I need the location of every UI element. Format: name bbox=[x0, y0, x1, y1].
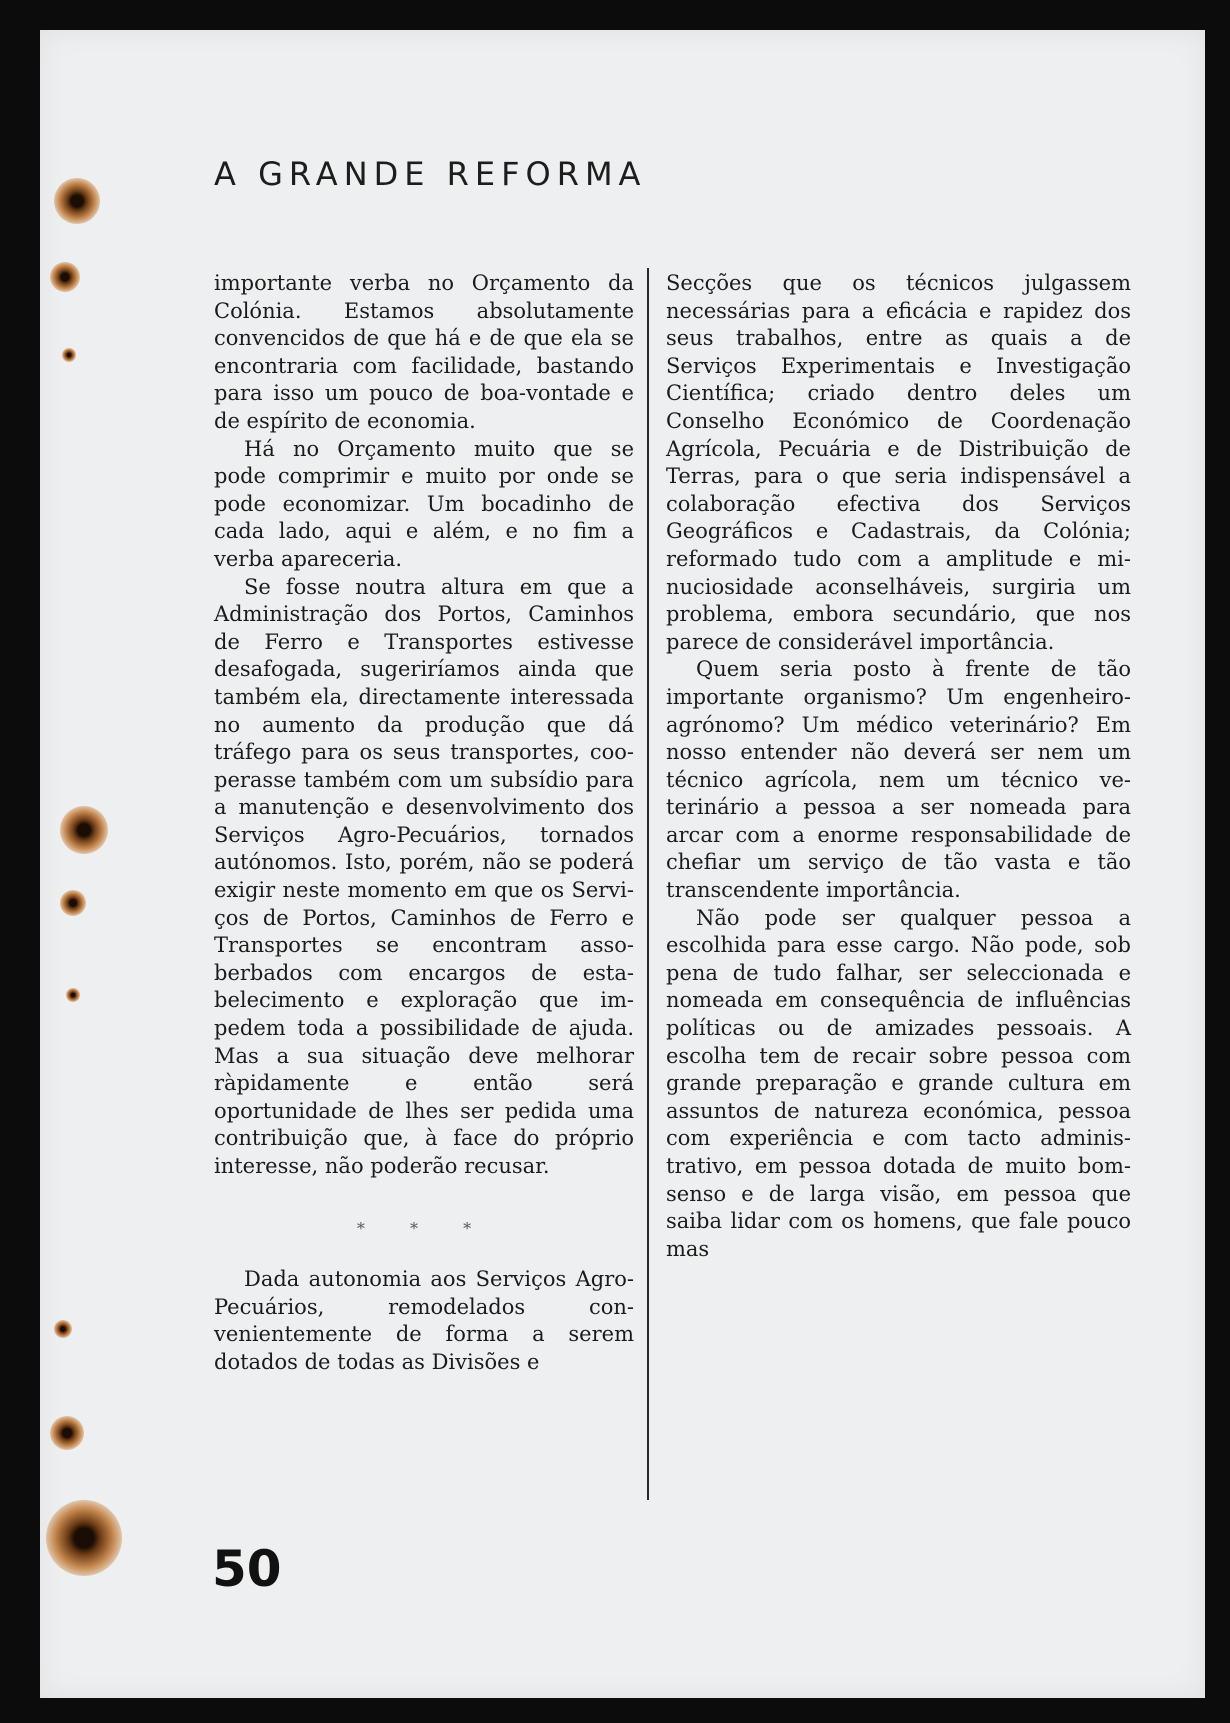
paragraph: Secções que os técnicos julgassem necessárias para a eficácia e rapidez dos seus trabalhos, entre as quais a de Serviços Experimentais e Investigação Científica; criado dentro deles um Conselho Económico de Coordenação Agrícola, Pecuária e de Distribuição de Terras, para o que seria indispensável a colaboração efectiva dos Serviços Geográficos e Cadastrais, da Colónia; reformado tudo com a amplitude e minuciosidade aconselháveis, surgiria um problema, embora secundário, que nos parece de considerável importância. bbox=[666, 271, 1131, 654]
column-divider bbox=[647, 268, 649, 1500]
article-title: A GRANDE REFORMA bbox=[214, 155, 647, 193]
paragraph: Se fosse noutra altura em que a Administração dos Portos, Caminhos de Ferro e Transportes estivesse desafogada, sugeriríamos ainda que também ela, directamente interessada no aumento da produção que dá tráfego para os seus transportes, cooperasse também com um subsídio para a manutenção e desenvolvimento dos Serviços Agro-Pecuários, tornados autónomos. Isto, porém, não se poderá exigir neste momento em que os Serviços de Portos, Caminhos de Ferro e Transportes se encontram assoberbados com encargos de estabelecimento e exploração que impedem toda a possibilidade de ajuda. Mas a sua situação deve melhorar ràpidamente e então será oportunidade de lhes ser pedida uma contribuição que, à face do próprio interesse, não poderão recusar. bbox=[214, 574, 634, 1178]
burn-hole-decoration bbox=[50, 1416, 84, 1450]
paragraph: Não pode ser qualquer pessoa a escolhida para esse cargo. Não pode, sob pena de tudo falhar, ser seleccionada e nomeada em consequência de influências políticas ou de amizades pessoais. A escolha tem de recair sobre pessoa com grande preparação e grande cultura em assuntos de natureza económica, pessoa com experiência e com tacto administrativo, em pessoa dotada de muito bom-senso e de larga visão, em pessoa que saiba lidar com os homens, que fale pouco mas bbox=[666, 905, 1131, 1261]
paragraph: Quem seria posto à frente de tão importante organismo? Um engenheiro-agrónomo? Um médico veterinário? Em nosso entender não deverá ser nem um técnico agrícola, nem um técnico veterinário a pessoa a ser nomeada para arcar com a enorme responsabilidade de chefiar um serviço de tão vasta e tão transcendente importância. bbox=[666, 657, 1131, 903]
burn-hole-decoration bbox=[50, 262, 80, 292]
paragraph: Dada autonomia aos Serviços Agro-Pecuários, remodelados convenientemente de forma a serem dotados de todas as Divisões e bbox=[214, 1267, 634, 1374]
paragraph: Há no Orçamento muito que se pode comprimir e muito por onde se pode economizar. Um bocadinho de cada lado, aqui e além, e no fim a verba apareceria. bbox=[214, 436, 634, 571]
section-separator: * * * bbox=[356, 1218, 492, 1238]
burn-hole-decoration bbox=[62, 348, 76, 362]
burn-hole-decoration bbox=[54, 1320, 72, 1338]
burn-hole-decoration bbox=[60, 806, 108, 854]
left-column bbox=[214, 270, 634, 1377]
burn-hole-decoration bbox=[46, 1500, 122, 1576]
burn-hole-decoration bbox=[54, 178, 100, 224]
burn-hole-decoration bbox=[60, 890, 86, 916]
paragraph: importante verba no Orçamento da Colónia. Estamos absolutamente convencidos de que há e de que ela se encontraria com facilidade, bastando para isso um pouco de boa-vontade e de espírito de economia. bbox=[214, 271, 634, 433]
page-number: 50 bbox=[212, 1540, 282, 1598]
burn-hole-decoration bbox=[66, 988, 80, 1002]
right-column bbox=[666, 270, 1131, 1263]
